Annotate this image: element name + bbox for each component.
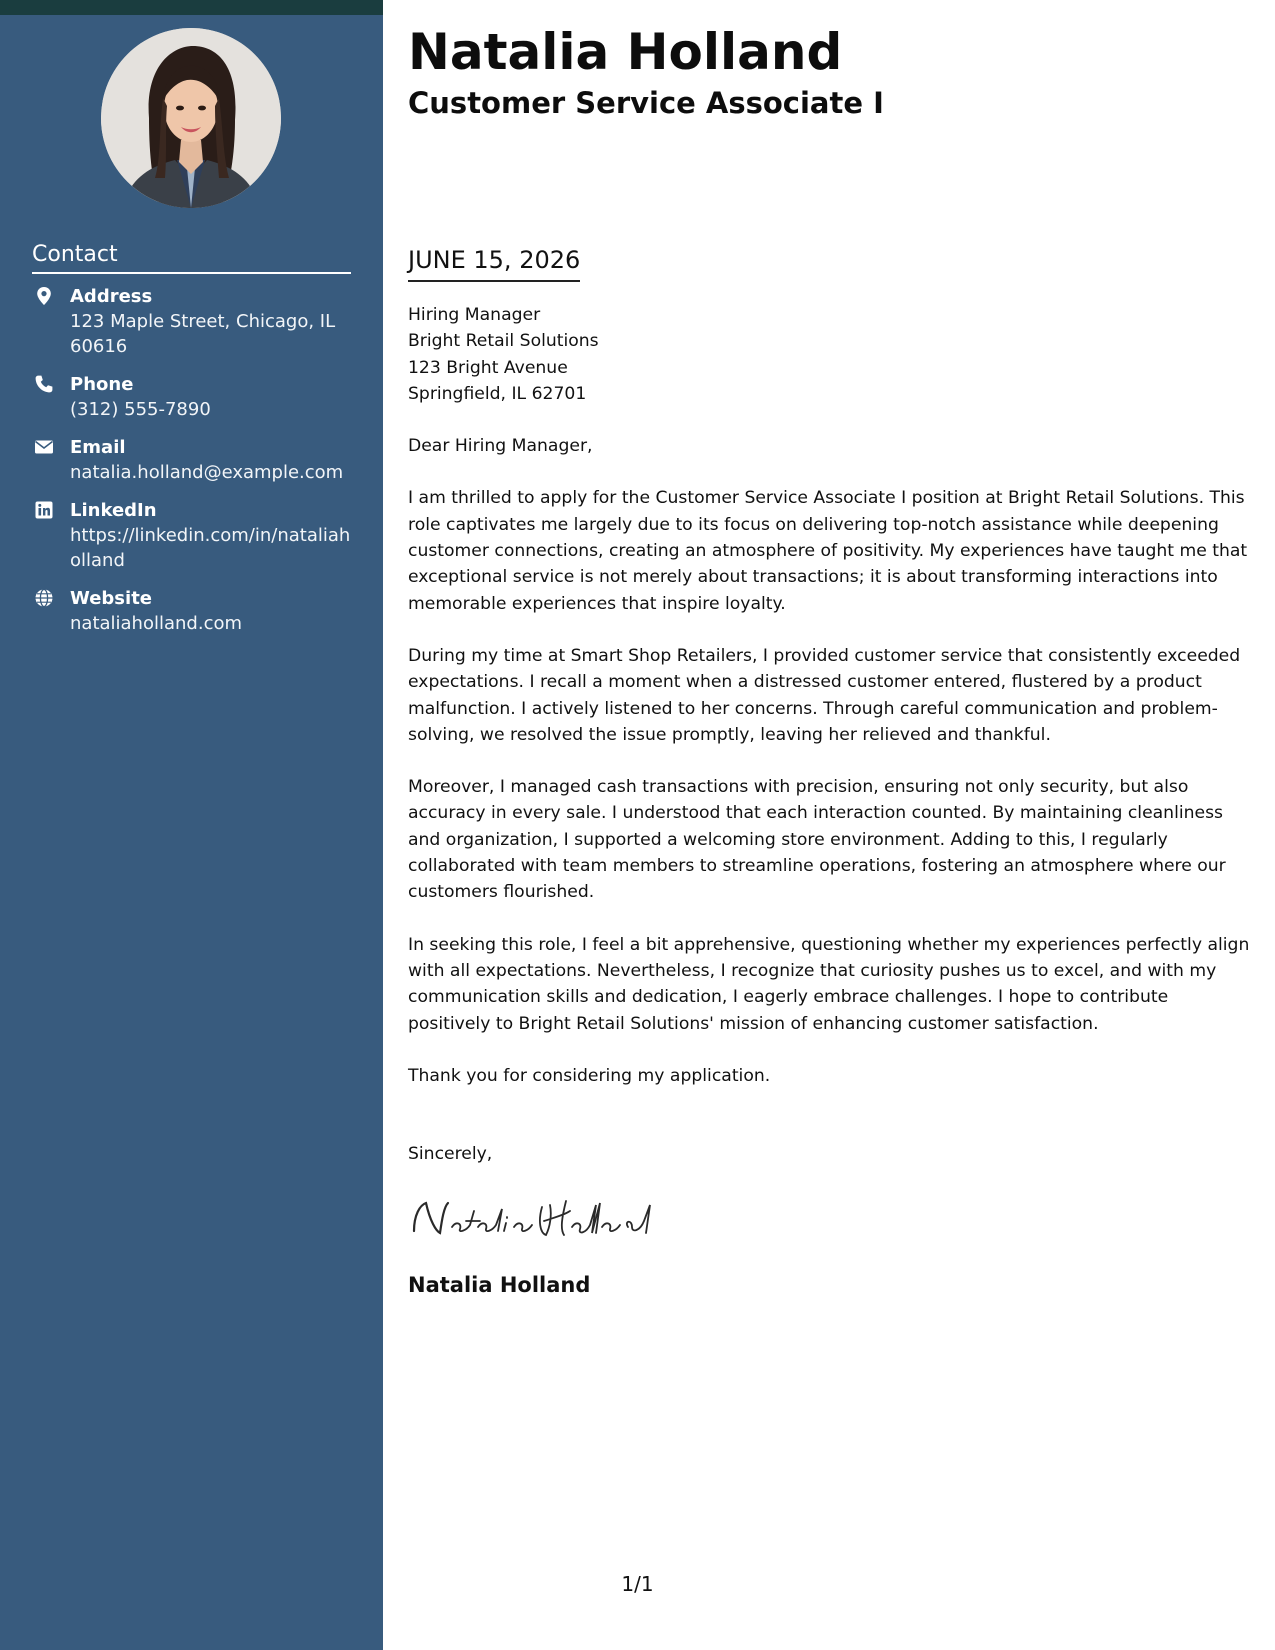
phone-value: (312) 555-7890 <box>70 399 211 420</box>
contact-label: Website <box>70 588 153 609</box>
sidebar-top-bar <box>0 0 383 15</box>
email-value[interactable]: natalia.holland@example.com <box>70 462 344 483</box>
contact-label: Phone <box>70 374 134 395</box>
recipient-line: 123 Bright Avenue <box>408 357 568 378</box>
letter-date: JUNE 15, 2026 <box>408 244 580 282</box>
avatar <box>101 28 281 208</box>
letter-main <box>408 0 1253 1650</box>
recipient-line: Springfield, IL 62701 <box>408 383 587 404</box>
body-paragraph: Moreover, I managed cash transactions with precision, ensuring not only security, but also accuracy in every sale. I understood that each interaction counted. By maintaining cleanliness and organization, I supported a welcoming store environment. Adding to this, I regularly collaborated with team members to streamline operations, fostering an atmosphere where our customers flourished. <box>408 777 1226 903</box>
globe-icon <box>34 588 54 608</box>
address-value: 123 Maple Street, Chicago, IL 60616 <box>70 311 336 357</box>
body-paragraph: During my time at Smart Shop Retailers, I provided customer service that consistently exceeded expectations. I recall a moment when a distressed customer entered, flustered by a product malfunction. I actively listened to her concerns. Through careful communication and problem-solving, we resolved the issue promptly, leaving her relieved and thankful. <box>408 645 1241 745</box>
contact-label: Email <box>70 437 126 458</box>
contact-list <box>32 284 352 649</box>
website-value[interactable]: nataliaholland.com <box>70 613 243 634</box>
contact-item-phone <box>32 372 352 422</box>
contact-label: Address <box>70 286 153 307</box>
body-paragraph: In seeking this role, I feel a bit apprehensive, questioning whether my experiences perfectly align with all expectations. Nevertheless, I recognize that curiosity pushes us to excel, and with my communication skills and dedication, I eagerly embrace challenges. I hope to contribute positively to Bright Retail Solutions' mission of enhancing customer satisfaction. <box>408 934 1250 1034</box>
linkedin-value[interactable]: https://linkedin.com/in/nataliaholland <box>70 525 351 571</box>
contact-item-website <box>32 586 352 636</box>
contact-item-email <box>32 435 352 485</box>
contact-item-linkedin <box>32 498 352 573</box>
sidebar <box>0 0 383 1650</box>
page-number: 1/1 <box>621 1572 654 1596</box>
closing: Sincerely, <box>408 1144 493 1165</box>
signature <box>408 1191 668 1247</box>
linkedin-icon <box>34 500 54 520</box>
contact-item-address <box>32 284 352 359</box>
recipient-block <box>408 302 1253 407</box>
salutation: Dear Hiring Manager, <box>408 436 593 457</box>
applicant-name: Natalia Holland <box>408 23 843 81</box>
body-paragraph: Thank you for considering my application. <box>408 1065 771 1086</box>
contact-label: LinkedIn <box>70 500 157 521</box>
recipient-line: Hiring Manager <box>408 305 541 325</box>
signed-name: Natalia Holland <box>408 1273 591 1298</box>
phone-icon <box>34 374 54 394</box>
job-title: Customer Service Associate I <box>408 86 884 120</box>
map-pin-icon <box>34 286 54 306</box>
email-icon <box>34 437 54 457</box>
letter-body <box>408 302 1253 1299</box>
contact-heading: Contact <box>32 240 351 274</box>
body-paragraph: I am thrilled to apply for the Customer Service Associate I position at Bright Retail Solutions. This role captivates me largely due to its focus on delivering top-notch assistance while deepening customer connections, creating an atmosphere of positivity. My experiences have taught me that exceptional service is not merely about transactions; it is about transforming interactions into memorable experiences that inspire loyalty. <box>408 488 1248 614</box>
recipient-line: Bright Retail Solutions <box>408 331 599 352</box>
